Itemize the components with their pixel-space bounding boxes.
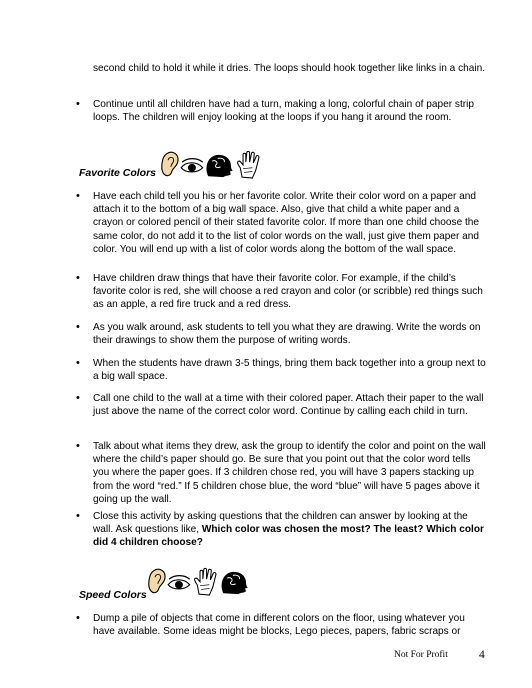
eye-icon [168,576,190,589]
modality-icons-speed [143,566,258,596]
bullet-marker: • [76,321,80,333]
bullet-favorite-7 [93,510,488,550]
section-heading-speed-colors: Speed Colors [79,589,147,601]
head-profile-icon [206,155,232,177]
bullet-favorite-1: Have each child tell you his or her favorite color. Write their color word on a paper and attach it to the bottom of a big wall space. Also, give that child a white paper and a crayon or colored pencil of their stated favorite color. If more than one child choose the same color, do not add it to the list of color words on the wall, just give them paper and color. You will end up with a list of color words along the bottom of the wall space. [93,191,480,255]
bullet-favorite-7-text: Close this activity by asking questions that the children can answer by looking at the wall. Ask questions like, [93,511,468,536]
eye-icon [181,159,203,172]
footer-not-for-profit: Not For Profit [394,650,448,660]
modality-icons-favorite [156,149,271,179]
bullet-marker: • [76,190,80,202]
bullet-favorite-5: Call one child to the wall at a time with their colored paper. Attach their paper to the wall just above the name of the correct color word. Continue by calling each child in turn. [93,393,484,418]
bullet-favorite-2: Have children draw things that have their favorite color. For example, if the child’s favorite color is red, she will choose a red crayon and color (or scribble) red things such as an apple, a red fire truck and a red dress. [93,273,483,311]
bullet-favorite-3: As you walk around, ask students to tell you what they are drawing. Write the words on their drawings to show them the purpose of writing words. [93,322,481,347]
bullet-marker: • [76,392,80,404]
ear-icon [149,569,165,592]
bullet-marker: • [76,272,80,284]
bullet-marker: • [76,440,80,452]
ear-icon [162,152,178,175]
bullet-speed-1: Dump a pile of objects that come in different colors on the floor, using whatever you have available. Some ideas might be blocks, Lego pieces, papers, fabric scraps or [93,613,465,638]
section-heading-favorite-colors: Favorite Colors [79,167,157,179]
page-number: 4 [479,649,485,661]
head-profile-icon [222,572,248,594]
bullet-marker: • [76,357,80,369]
bullet-continue-turns: Continue until all children have had a turn, making a long, colorful chain of paper strip loops. The children will enjoy looking at the loops if you hang it around the room. [93,99,474,124]
bullet-marker: • [76,612,80,624]
bullet-favorite-6: Talk about what items they drew, ask the group to identify the color and point on the wall where the child’s paper should go. Be sure that you point out that the color word tells you where the paper goes. If 3 children chose red, you will have 3 papers stacking up from the word “red.” If 5 children chose blue, the word “blue” will have 5 pages above it going up the wall. [93,441,486,505]
bullet-favorite-4: When the students have drawn 3-5 things, bring them back together into a group next to a big wall space. [93,358,486,383]
bullet-marker: • [76,98,80,110]
hand-icon [195,568,216,595]
bullet-marker: • [76,510,80,522]
hand-icon [238,151,259,178]
paragraph-intro-continued: second child to hold it while it dries. The loops should hook together like links in a chain. [93,63,486,74]
bullet-favorite-7-questions: Which color was chosen the most? The least? Which color did 4 children choose? [93,524,484,549]
